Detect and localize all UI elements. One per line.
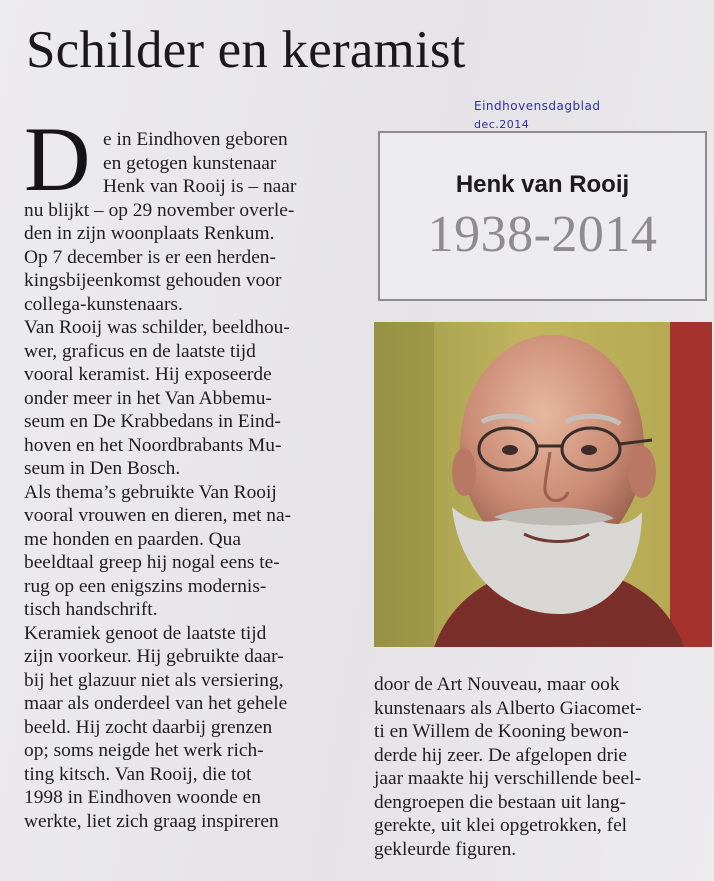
article-column-right: [374, 673, 709, 861]
article-line: ti en Willem de Kooning bewon-: [374, 721, 629, 742]
article-line: Henk van Rooij is – naar: [103, 176, 297, 197]
article-line: Van Rooij was schilder, beeldhou-: [24, 317, 290, 338]
article-line: kunstenaars als Alberto Giacomet-: [374, 697, 642, 719]
article-line: Keramiek genoot de laatste tijd: [24, 622, 267, 644]
article-line: werkte, liet zich graag inspireren: [24, 810, 279, 832]
portrait-photo: [374, 322, 712, 647]
obituary-years: 1938-2014: [427, 206, 658, 263]
article-line: wer, graficus en de laatste tijd: [24, 340, 256, 362]
article-headline: Schilder en keramist: [26, 21, 466, 79]
article-line: 1998 in Eindhoven woonde en: [24, 787, 261, 808]
handwritten-source-note: Eindhovensdagblad: [474, 99, 601, 113]
article-line: maar als onderdeel van het gehele: [24, 693, 288, 714]
article-line: gekleurde figuren.: [374, 838, 517, 860]
article-line: en getogen kunstenaar: [103, 152, 277, 174]
article-line: seum in Den Bosch.: [24, 458, 181, 479]
article-line: beeldtaal greep hij nogal eens te-: [24, 552, 280, 573]
obituary-info-box: [378, 131, 707, 301]
article-line: gerekte, uit klei opgetrokken, fel: [374, 815, 628, 836]
article-line: rug op een enigszins modernis-: [24, 575, 267, 597]
article-line: beeld. Hij zocht daarbij grenzen: [24, 716, 273, 738]
article-line: e in Eindhoven geboren: [103, 129, 288, 150]
article-line: kingsbijeenkomst gehouden voor: [24, 270, 282, 291]
article-line: bij het glazuur niet als versiering,: [24, 669, 284, 691]
article-line: Als thema’s gebruikte Van Rooij: [24, 481, 277, 503]
article-line: nu blijkt – op 29 november overle-: [24, 199, 295, 221]
article-column-left: [24, 128, 359, 833]
article-line: derde hij zeer. De afgelopen drie: [374, 744, 628, 766]
handwritten-date-note: dec.2014: [474, 118, 530, 131]
article-line: vooral keramist. Hij exposeerde: [24, 364, 272, 385]
article-line: seum en De Krabbedans in Eind-: [24, 411, 281, 432]
article-line: vooral vrouwen en dieren, met na-: [24, 505, 292, 526]
article-line: dengroepen die bestaan uit lang-: [374, 791, 626, 813]
article-line: collega-kunstenaars.: [24, 293, 183, 315]
article-line: ting kitsch. Van Rooij, die tot: [24, 763, 252, 785]
portrait-illustration: [374, 322, 712, 647]
article-line: zijn voorkeur. Hij gebruikte daar-: [24, 646, 284, 667]
article-line: me honden en paarden. Qua: [24, 528, 241, 550]
article-line: Op 7 december is er een herden-: [24, 246, 276, 268]
obituary-name: Henk van Rooij: [455, 171, 630, 198]
article-line: op; soms neigde het werk rich-: [24, 740, 264, 761]
drop-cap: D: [24, 108, 91, 210]
article-line: jaar maakte hij verschillende beel-: [374, 768, 642, 789]
article-line: onder meer in het Van Abbemu-: [24, 387, 272, 409]
article-line: door de Art Nouveau, maar ook: [374, 674, 620, 695]
article-line: hoven en het Noordbrabants Mu-: [24, 434, 282, 456]
article-line: den in zijn woonplaats Renkum.: [24, 223, 275, 244]
article-line: tisch handschrift.: [24, 599, 158, 620]
